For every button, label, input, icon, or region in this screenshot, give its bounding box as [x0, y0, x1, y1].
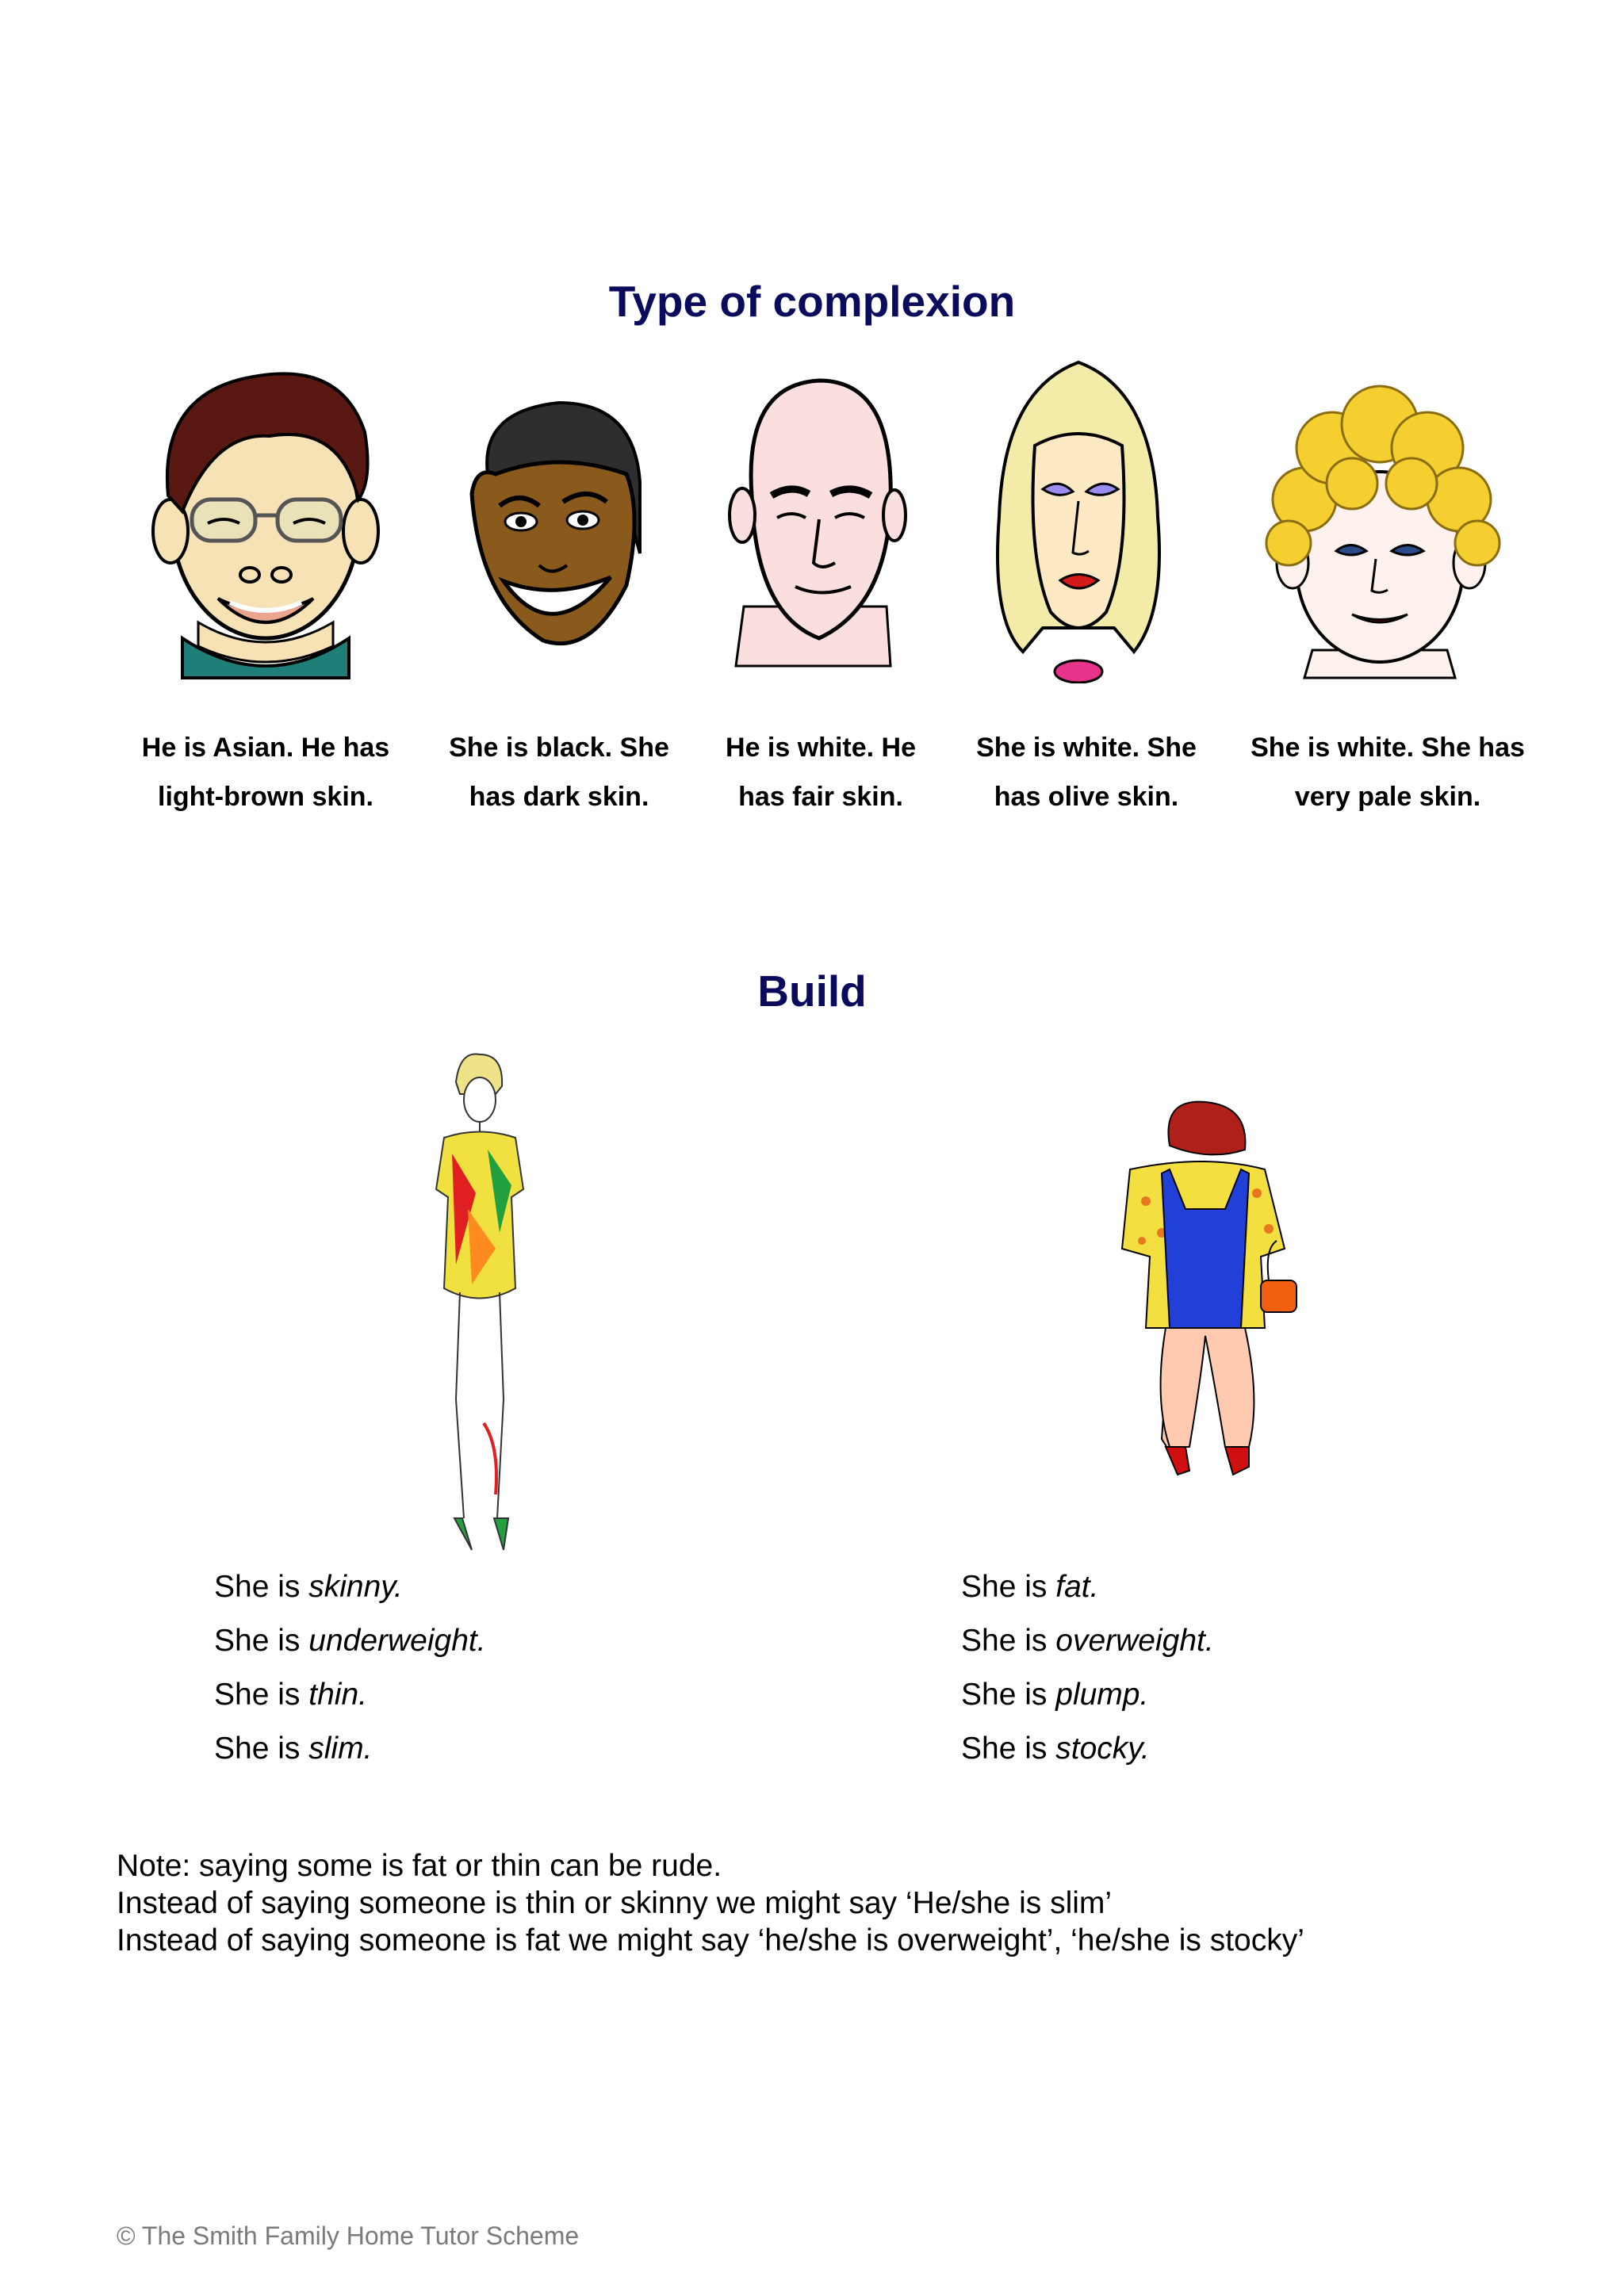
list-item: She is underweight. [214, 1624, 486, 1658]
copyright-footer: © The Smith Family Home Tutor Scheme [117, 2221, 580, 2250]
caption-pale: She is white. She has very pale skin. [1251, 733, 1525, 812]
list-item: She is stocky. [961, 1732, 1150, 1766]
list-item: She is overweight. [961, 1624, 1214, 1658]
curly-hair-woman-face-icon [1257, 373, 1503, 682]
complexion-heading: Type of complexion [608, 277, 1016, 326]
list-item: She is thin. [214, 1678, 367, 1712]
blonde-woman-face-icon [987, 358, 1170, 683]
caption-black: She is black. She has dark skin. [449, 733, 669, 812]
list-item: She is slim. [214, 1732, 373, 1766]
caption-fair: He is white. He has fair skin. [726, 733, 916, 812]
build-heading: Build [757, 966, 867, 1016]
bald-man-face-icon [720, 369, 910, 670]
black-woman-face-icon [464, 395, 646, 656]
usage-note: Note: saying some is fat or thin can be rude. Instead of saying someone is thin or skinny we might say ‘He/she is slim’ Instead of saying someone is fat we might say ‘he/she is overweight’, ‘he/she is stocky’ [117, 1849, 1304, 1957]
list-item: She is skinny. [214, 1570, 403, 1604]
thin-woman-figure-icon [424, 1050, 535, 1562]
list-item: She is plump. [961, 1678, 1149, 1712]
caption-asian: He is Asian. He has light-brown skin. [141, 733, 390, 812]
fat-words-list [961, 1560, 1214, 1776]
thin-words-list [214, 1560, 486, 1776]
list-item: She is fat. [961, 1570, 1099, 1604]
plump-woman-figure-icon [1106, 1098, 1304, 1498]
caption-olive: She is white. She has olive skin. [976, 733, 1197, 812]
asian-man-face-icon [151, 361, 381, 686]
